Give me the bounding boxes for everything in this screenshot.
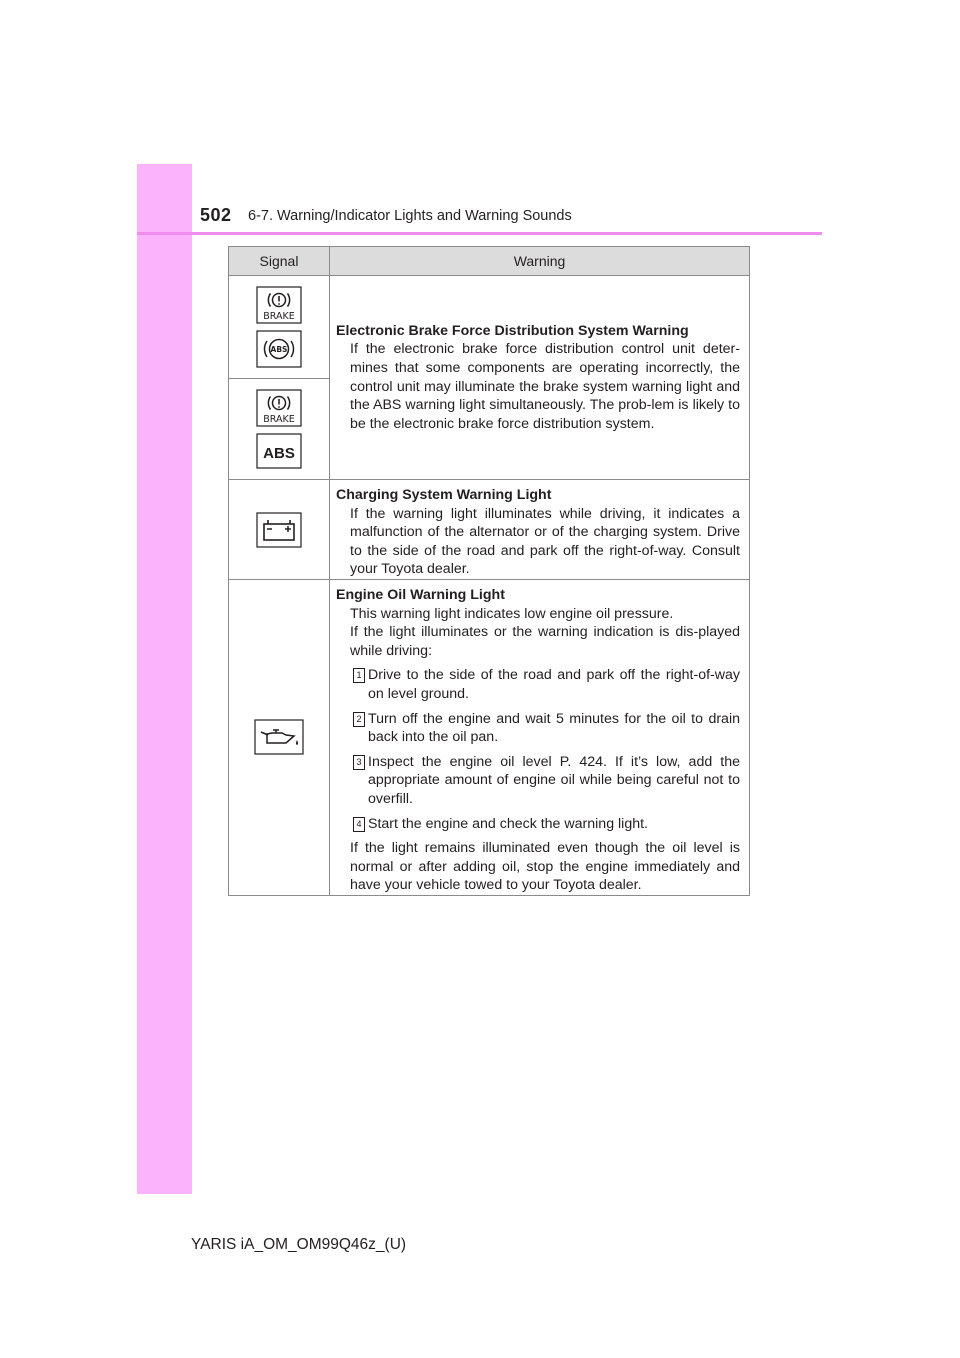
signal-cell-ebd-b [229, 379, 330, 480]
brake-warning-icon [256, 286, 302, 324]
step-text: Drive to the side of the road and park off the right-of-way on level ground. [368, 667, 740, 702]
table-row-charging [229, 480, 750, 580]
abs-circle-label: ABS [270, 345, 288, 354]
table-row-engine-oil [229, 580, 750, 896]
warning-cell-ebd [330, 276, 750, 480]
step-text: Turn off the engine and wait 5 minutes for the oil to drain back into the oil pan. [368, 710, 740, 746]
table-row-ebd-a [229, 276, 750, 379]
step-number-box: 1 [353, 668, 365, 683]
signal-cell-ebd-a [229, 276, 330, 379]
engine-oil-title: Engine Oil Warning Light [336, 587, 505, 603]
warning-cell-engine-oil [330, 580, 750, 896]
charging-description: If the warning light illuminates while driving, it indicates a malfunction of the alternator or of the charging system. Drive to the side of the road and park off the right-of-way. Consult your Toyota dealer. [350, 505, 740, 578]
signal-cell-engine-oil [229, 580, 330, 896]
step-text: Inspect the engine oil level P. 424. If it’s low, add the appropriate amount of engine oil while being careful not to overfill. [368, 753, 740, 807]
brake-warning-icon [256, 389, 302, 427]
ebd-description: If the electronic brake force distribution control unit deter-mines that some components are operating incorrectly, the control unit may illuminate the brake system warning light and the ABS warning light simultaneously. The prob-lem is likely to be the electronic brake force distribution system. [350, 341, 740, 432]
engine-oil-intro-1: This warning light indicates low engine oil pressure. [350, 605, 674, 622]
table-header-row [229, 247, 750, 276]
footer-doc-code: YARIS iA_OM_OM99Q46z_(U) [191, 1236, 407, 1253]
step-number-box: 2 [353, 712, 365, 727]
side-tab [137, 164, 192, 1194]
step-number-box: 4 [353, 817, 365, 832]
brake-icon-label: BRAKE [263, 414, 295, 425]
step-number-box: 3 [353, 755, 365, 770]
signal-column-header: Signal [229, 247, 330, 276]
warning-cell-charging [330, 480, 750, 580]
page-number: 502 [200, 205, 232, 225]
engine-oil-final-note: If the light remains illuminated even though the oil level is normal or after adding oil, stop the engine immediately and have your vehicle towed to your Toyota dealer. [350, 840, 740, 894]
abs-circle-icon [256, 330, 302, 368]
abs-text-label: ABS [263, 445, 295, 462]
header-rule [137, 232, 822, 235]
abs-text-icon [256, 433, 302, 469]
step-2 [336, 710, 740, 747]
warning-column-header: Warning [330, 247, 750, 276]
step-1 [336, 666, 740, 703]
step-text: Start the engine and check the warning light. [368, 815, 648, 832]
engine-oil-intro-2: If the light illuminates or the warning indication is dis-played while driving: [350, 624, 740, 659]
section-title: 6-7. Warning/Indicator Lights and Warning Sounds [248, 208, 572, 224]
signal-cell-charging [229, 480, 330, 580]
charging-title: Charging System Warning Light [336, 487, 552, 503]
battery-icon [256, 512, 302, 548]
warning-table [228, 246, 750, 896]
step-3 [336, 753, 740, 809]
ebd-title: Electronic Brake Force Distribution System Warning [336, 322, 689, 339]
oil-can-icon [254, 719, 304, 755]
step-4 [336, 815, 740, 834]
brake-icon-label: BRAKE [263, 311, 295, 322]
